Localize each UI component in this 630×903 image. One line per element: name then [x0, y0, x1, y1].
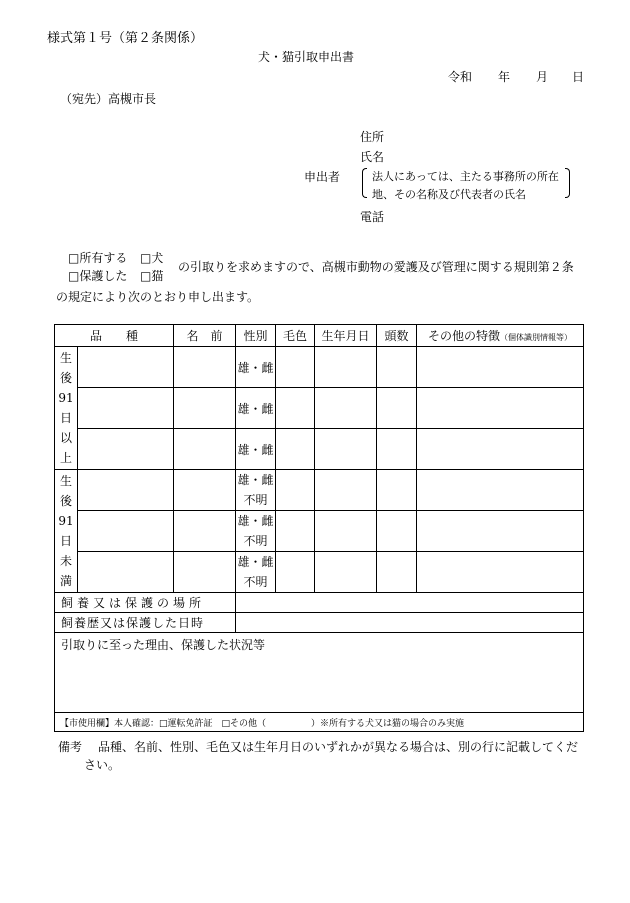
name-cell[interactable]: [174, 552, 236, 593]
option-dog[interactable]: □犬: [140, 251, 164, 265]
applicant-name-label: 氏名: [360, 150, 385, 164]
name-cell[interactable]: [174, 511, 236, 552]
sex-unknown: 不明: [243, 534, 268, 548]
color-cell[interactable]: [276, 388, 315, 429]
date-month: 月: [536, 70, 549, 84]
features-cell[interactable]: [417, 552, 584, 593]
corp-note-line1: 法人にあっては、主たる事務所の所在: [372, 170, 559, 183]
group-younger-char: 91: [58, 514, 74, 528]
header-features-note: （個体識別情報等）: [500, 333, 573, 342]
table-header-row: [55, 325, 584, 347]
group-older-char: 後: [59, 371, 72, 385]
header-count: 頭数: [377, 325, 417, 347]
count-cell[interactable]: [377, 552, 417, 593]
reason-label: 引取りに至った理由、保護した状況等: [61, 638, 266, 652]
header-color: 毛色: [276, 325, 315, 347]
birthdate-cell[interactable]: [315, 347, 377, 388]
header-features-label: その他の特徴: [428, 329, 501, 343]
table-row: [55, 552, 584, 593]
table-row: [55, 511, 584, 552]
breed-cell[interactable]: [78, 470, 174, 511]
header-name: 名 前: [174, 325, 236, 347]
features-cell[interactable]: [417, 511, 584, 552]
addressee: （宛先）高槻市長: [60, 92, 157, 106]
breed-cell[interactable]: [78, 388, 174, 429]
table-row: [55, 347, 584, 388]
place-label: 飼養又は保護の場所: [55, 593, 236, 613]
header-breed: 品 種: [55, 325, 174, 347]
color-cell[interactable]: [276, 429, 315, 470]
date-day: 日: [572, 70, 585, 84]
table-row: [55, 429, 584, 470]
count-cell[interactable]: [377, 511, 417, 552]
features-cell[interactable]: [417, 388, 584, 429]
applicant-phone-label: 電話: [360, 210, 385, 224]
sex-cell[interactable]: 雄・雌: [236, 429, 276, 470]
group-older-char: 上: [59, 451, 72, 465]
name-cell[interactable]: [174, 388, 236, 429]
name-cell[interactable]: [174, 470, 236, 511]
remarks-line1: 品種、名前、性別、毛色又は生年月日のいずれかが異なる場合は、別の行に記載してくだ: [98, 740, 579, 754]
office-use-note: 【市使用欄】本人確認：□運転免許証 □その他（ ）※所有する犬又は猫の場合のみ実施: [55, 713, 584, 732]
breed-cell[interactable]: [78, 552, 174, 593]
history-row: [55, 613, 584, 633]
header-features: [417, 325, 584, 347]
left-bracket: [362, 168, 367, 198]
reason-row: [55, 633, 584, 713]
count-cell[interactable]: [377, 429, 417, 470]
group-older-label: [55, 347, 78, 470]
count-cell[interactable]: [377, 470, 417, 511]
color-cell[interactable]: [276, 347, 315, 388]
name-cell[interactable]: [174, 429, 236, 470]
breed-cell[interactable]: [78, 347, 174, 388]
features-cell[interactable]: [417, 429, 584, 470]
birthdate-cell[interactable]: [315, 429, 377, 470]
color-cell[interactable]: [276, 511, 315, 552]
header-birthdate: 生年月日: [315, 325, 377, 347]
corp-note-line2: 地、その名称及び代表者の氏名: [372, 188, 526, 201]
option-owned[interactable]: □所有する: [68, 251, 128, 265]
group-older-char: 日: [59, 411, 72, 425]
birthdate-cell[interactable]: [315, 552, 377, 593]
breed-cell[interactable]: [78, 429, 174, 470]
form-number: 様式第１号（第２条関係）: [47, 31, 204, 46]
count-cell[interactable]: [377, 347, 417, 388]
date-era: 令和: [448, 70, 473, 84]
animal-table: [54, 324, 584, 732]
group-older-char: 以: [59, 431, 72, 445]
sex-option: 雄・雌: [237, 555, 274, 569]
history-cell[interactable]: [236, 613, 584, 633]
request-text-line2: の規定により次のとおり申し出ます。: [56, 290, 260, 304]
request-text-line1: の引取りを求めますので、高槻市動物の愛護及び管理に関する規則第２条: [178, 260, 574, 274]
option-cat[interactable]: □猫: [140, 269, 164, 283]
birthdate-cell[interactable]: [315, 511, 377, 552]
remarks-line2: さい。: [84, 758, 121, 772]
header-sex: 性別: [236, 325, 276, 347]
right-bracket: [565, 168, 570, 198]
group-younger-label: [55, 470, 78, 593]
sex-option: 雄・雌: [237, 514, 274, 528]
sex-option: 雄・雌: [237, 473, 274, 487]
place-cell[interactable]: [236, 593, 584, 613]
applicant-address-label: 住所: [360, 130, 385, 144]
office-use-row: [55, 713, 584, 732]
option-protected[interactable]: □保護した: [68, 269, 128, 283]
sex-cell[interactable]: 雄・雌: [236, 388, 276, 429]
features-cell[interactable]: [417, 347, 584, 388]
sex-cell[interactable]: 雄・雌: [236, 347, 276, 388]
group-younger-char: 日: [59, 534, 72, 548]
birthdate-cell[interactable]: [315, 470, 377, 511]
group-younger-char: 満: [59, 574, 72, 588]
sex-unknown: 不明: [243, 575, 268, 589]
form-title: 犬・猫引取申出書: [258, 50, 355, 64]
sex-cell[interactable]: [236, 511, 276, 552]
breed-cell[interactable]: [78, 511, 174, 552]
remarks-label: 備考: [58, 740, 83, 754]
reason-cell[interactable]: [55, 633, 584, 713]
history-label: 飼養歴又は保護した日時: [55, 613, 236, 633]
date-year: 年: [498, 70, 511, 84]
color-cell[interactable]: [276, 552, 315, 593]
sex-unknown: 不明: [243, 493, 268, 507]
group-younger-char: 生: [59, 474, 72, 488]
name-cell[interactable]: [174, 347, 236, 388]
place-row: [55, 593, 584, 613]
sex-cell[interactable]: [236, 470, 276, 511]
features-cell[interactable]: [417, 470, 584, 511]
sex-cell[interactable]: [236, 552, 276, 593]
birthdate-cell[interactable]: [315, 388, 377, 429]
group-younger-char: 未: [59, 554, 72, 568]
count-cell[interactable]: [377, 388, 417, 429]
table-row: [55, 470, 584, 511]
color-cell[interactable]: [276, 470, 315, 511]
applicant-label: 申出者: [304, 170, 341, 184]
table-row: [55, 388, 584, 429]
group-younger-char: 後: [59, 494, 72, 508]
group-older-char: 91: [58, 391, 74, 405]
group-older-char: 生: [59, 351, 72, 365]
